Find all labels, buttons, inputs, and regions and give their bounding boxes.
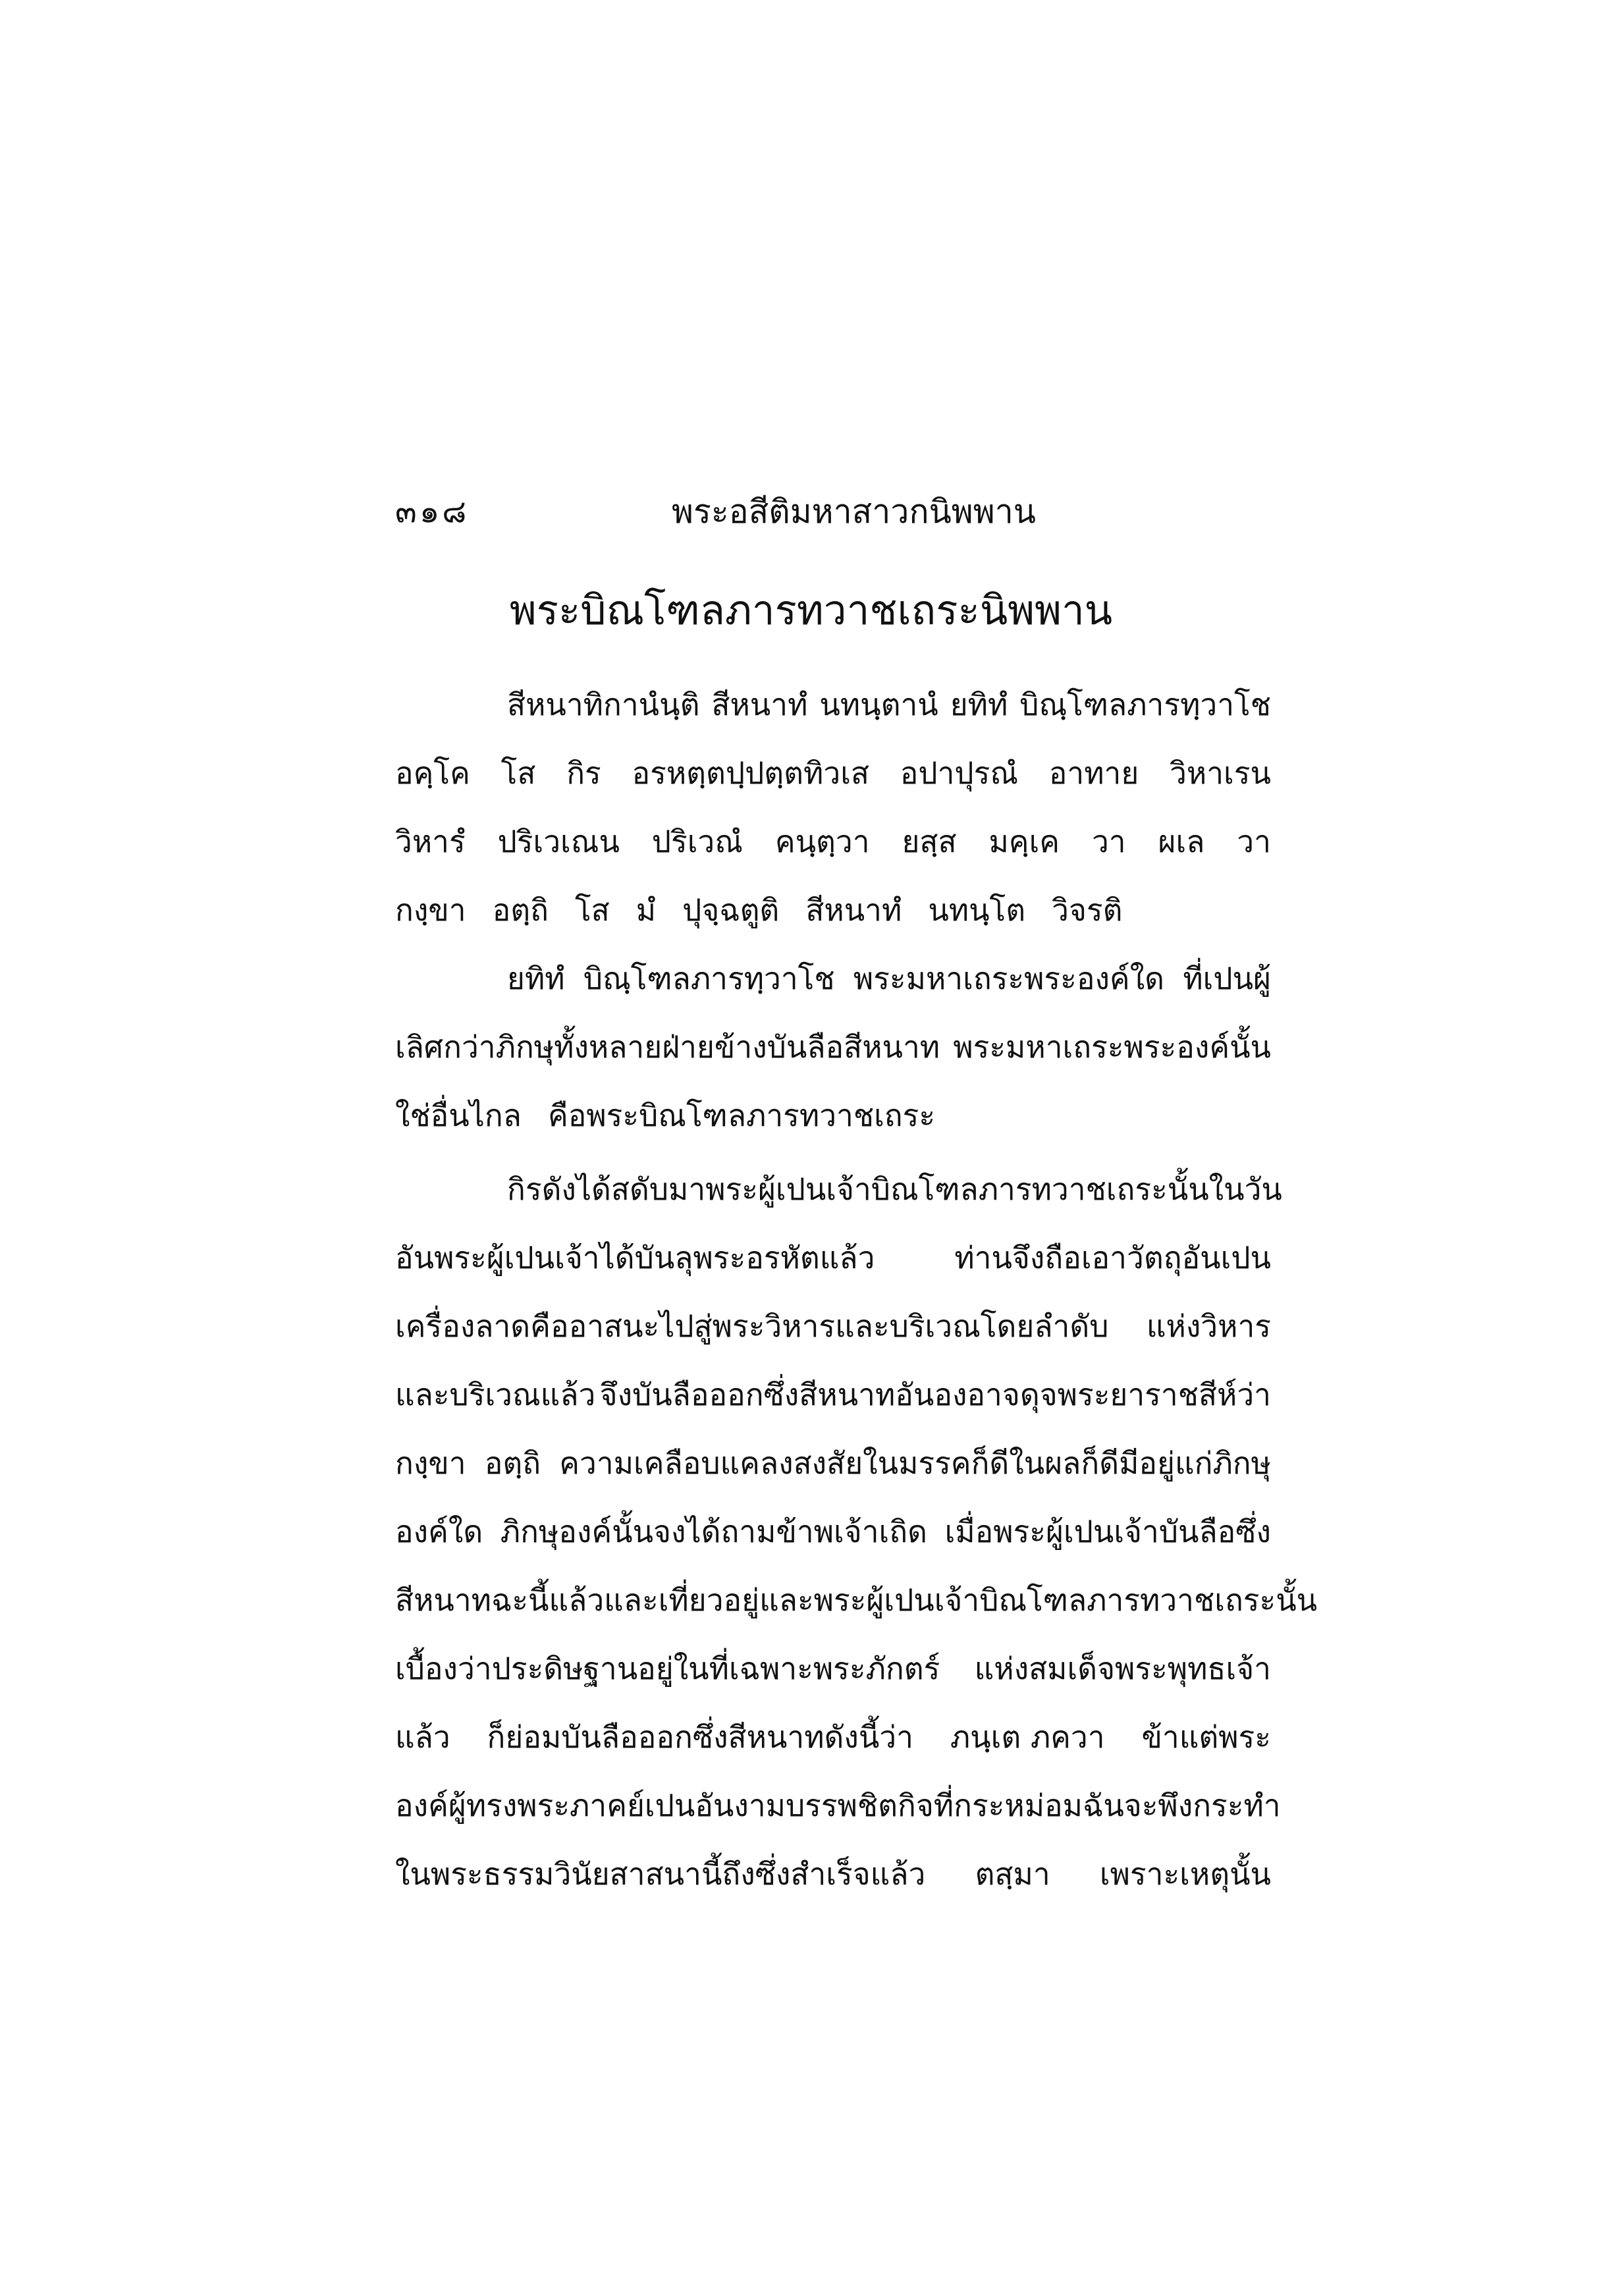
text-word: ยทิทํ [507,961,565,996]
text-word: บิณฺโฑลภารทฺวาโช [1019,687,1271,722]
text-word: วา [1237,824,1271,859]
chapter-title: พระบิณโฑลภารทวาชเถระนิพพาน [509,586,1113,634]
text-word: แห่งวิหาร [1146,1308,1271,1344]
text-word: สีหนาทิกานํนฺติ [507,687,700,722]
text-line [395,1711,1271,1763]
text-word: ในพระธรรมวินัยสาสนานี้ถึงซึ่งสำเร็จแล้ว [395,1856,926,1892]
text-word: ก็ย่อมบันลือออกซึ่งสีหนาทดังนี้ว่า [487,1719,913,1755]
text-word: มํ [635,892,657,928]
text-line [395,1368,1271,1421]
text-line [395,1021,1271,1073]
text-word: พระมหาเถระพระองค์ใด [853,961,1165,996]
text-word: ยทิทํ [950,687,1008,722]
text-word: อตฺถิ [484,1445,541,1481]
text-word: มคฺเค [988,824,1060,859]
text-word: เพราะเหตุนั้น [1099,1856,1271,1892]
text-word: สีหนาทฉะนี้แล้วและเที่ยวอยู่ [395,1582,760,1618]
text-word: วา [1091,824,1126,859]
text-word: องค์ใด [395,1514,483,1549]
text-word: อาทาย [1048,755,1139,791]
text-word: ตสฺมา [975,1856,1050,1892]
text-word: ปริเวเณน [497,824,620,859]
text-word: บิณฺโฑลภารทฺวาโช [583,961,835,996]
text-word: กงฺขา [395,892,466,928]
text-line [395,678,1271,731]
text-word: สีหนาทํ [805,892,902,928]
text-word: แห่งสมเด็จพระพุทธเจ้า [974,1651,1271,1686]
text-word: ยสฺส [902,824,957,859]
text-word: เมื่อพระผู้เปนเจ้าบันลือซึ่ง [944,1514,1271,1549]
running-title: พระอสีติมหาสาวกนิพพาน [672,493,1036,531]
text-word: คนฺตฺวา [774,824,870,859]
text-word: ที่เปนผู้ [1183,961,1271,996]
text-line [395,1231,1271,1284]
text-word: วิหารํ [395,824,466,859]
text-line [395,1642,1271,1695]
text-word: ปริเวณํ [651,824,743,859]
text-word: อรหตฺตปฺปตฺตทิวเส [632,755,869,791]
text-line [395,1163,1282,1215]
text-word: กิร [507,1171,542,1207]
text-line [395,1300,1271,1352]
text-word: นทนฺตานํ [819,687,938,722]
text-word: องค์ผู้ทรงพระภาคย์เปนอันงาม [395,1788,786,1823]
text-line [395,747,1271,799]
text-word: อันพระผู้เปนเจ้าได้บันลุพระอรหัตแล้ว [395,1240,875,1275]
text-line [395,815,1271,868]
page-number: ๓๑๘ [395,493,470,530]
text-word: อคฺโค [395,755,470,791]
text-word: ท่านจึงถือเอาวัตถุอันเปน [954,1240,1271,1275]
text-word: และพระผู้เปนเจ้าบิณโฑลภารทวาชเถระนั้น [759,1582,1318,1618]
text-word: ในวัน [1208,1171,1282,1207]
text-word: โส [574,892,610,928]
text-line [395,1089,1271,1142]
text-word: ผเล [1158,824,1205,859]
text-word: คือพระบิณโฑลภารทวาชเถระ [547,1098,936,1133]
text-word: ความเคลือบแคลงสงสัยในมรรคก็ดีในผลก็ดีมีอยู่แก่ภิกษุ [559,1445,1271,1481]
text-line [395,1848,1271,1900]
text-word: ปุจฺฉตูติ [682,892,780,928]
text-word: เครื่องลาดคืออาสนะไปสู่พระวิหารและบริเวณโดยลำดับ [395,1308,1109,1344]
text-word: นทนฺโต [928,892,1026,928]
text-word: วิจรติ [1052,892,1123,928]
text-word: และบริเวณแล้ว [395,1377,596,1412]
text-line [395,884,1271,936]
text-line [395,1437,1271,1489]
text-word: แล้ว [395,1719,450,1755]
text-word: พระมหาเถระพระองค์นั้น [953,1029,1271,1065]
running-header [395,489,1271,535]
text-word: ภิกษุองค์นั้นจงได้ถามข้าพเจ้าเถิด [500,1514,928,1549]
text-line [395,952,1271,1005]
text-word: ข้าแต่พระ [1141,1719,1271,1755]
text-word: วิหาเรน [1170,755,1271,791]
text-word: กงฺขา [395,1445,466,1481]
text-word: ใช่อื่นไกล [395,1098,522,1133]
text-word: อปาปุรณํ [900,755,1018,791]
text-word: ดังได้สดับมาพระผู้เปนเจ้าบิณโฑลภารทวาชเถระนั้น [541,1171,1209,1207]
text-word: เลิศกว่าภิกษุทั้งหลายฝ่ายข้างบันลือสีหนาท [395,1029,940,1065]
text-word: โส [500,755,536,791]
text-line [395,1779,1281,1832]
text-line [395,1505,1271,1558]
text-line [395,1574,1318,1626]
text-word: กิร [566,755,601,791]
text-word: อตฺถิ [492,892,549,928]
text-word: บรรพชิตกิจที่กระหม่อมฉันจะพึงกระทำ [785,1788,1281,1823]
text-word: สีหนาทํ [711,687,808,722]
text-word: ภนฺเต ภควา [950,1719,1105,1755]
text-word: จึงบันลือออกซึ่งสีหนาทอันองอาจดุจพระยาราชสีห์ว่า [599,1377,1271,1412]
text-word: เบื้องว่าประดิษฐานอยู่ในที่เฉพาะพระภักตร์ [395,1651,940,1686]
